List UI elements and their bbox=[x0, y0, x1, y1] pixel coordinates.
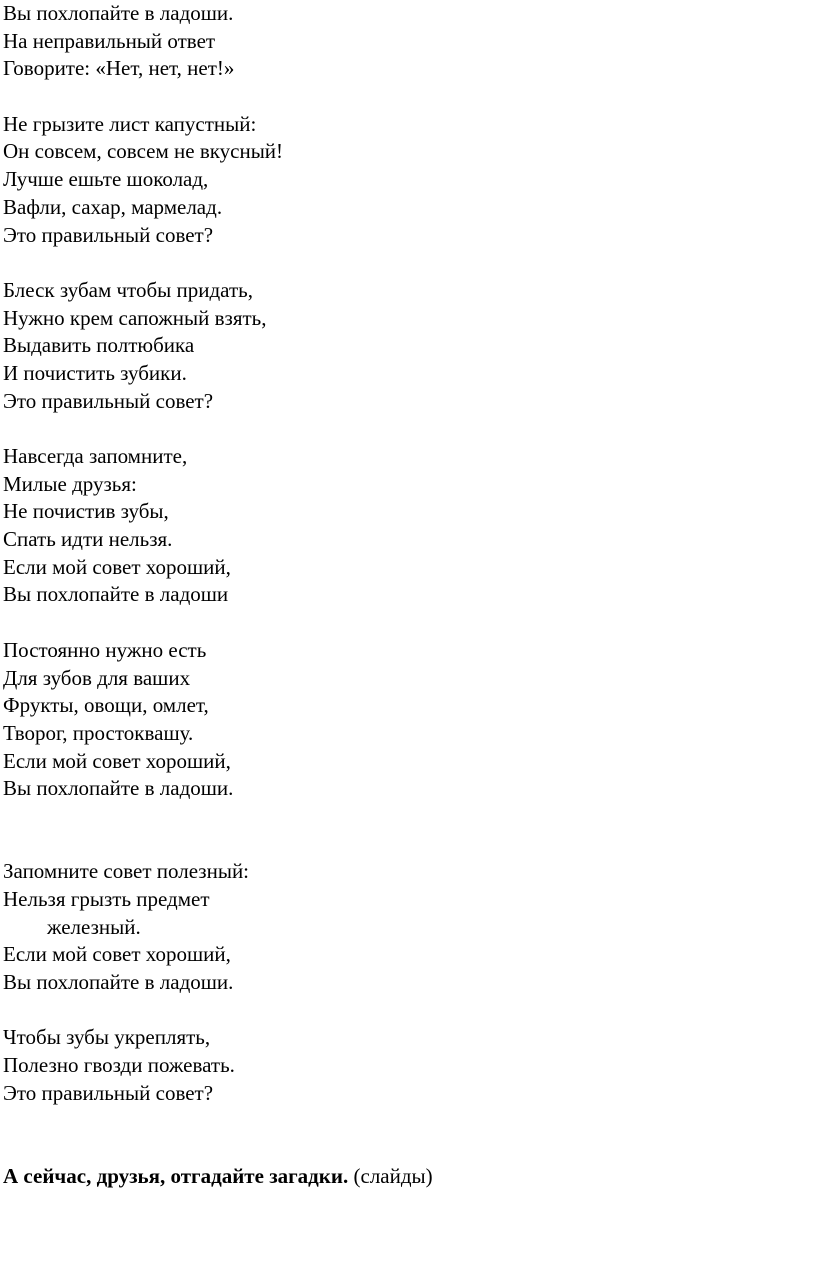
stanza-5 bbox=[3, 637, 803, 803]
poem-line: Постоянно нужно есть bbox=[3, 637, 207, 662]
poem-line: Если мой совет хороший, bbox=[3, 554, 231, 579]
poem-line: Вы похлопайте в ладоши. bbox=[3, 1, 234, 25]
poem-line: Блеск зубам чтобы придать, bbox=[3, 277, 253, 302]
poem-line: Выдавить полтюбика bbox=[3, 333, 195, 358]
stanza-4 bbox=[3, 443, 803, 609]
stanza-2 bbox=[3, 111, 803, 249]
stanza-gap bbox=[3, 1108, 803, 1163]
poem-line: Если мой совет хороший, bbox=[3, 942, 231, 967]
poem-line: Творог, простоквашу. bbox=[3, 720, 194, 745]
poem-line: Если мой совет хороший, bbox=[3, 748, 231, 773]
stanza-gap bbox=[3, 83, 803, 111]
poem-line: Милые друзья: bbox=[3, 471, 137, 496]
poem-line: Вы похлопайте в ладоши bbox=[3, 582, 229, 607]
poem-line: Полезно гвозди пожевать. bbox=[3, 1053, 235, 1078]
poem-line: Вафли, сахар, мармелад. bbox=[3, 194, 223, 219]
poem-line: Вы похлопайте в ладоши. bbox=[3, 776, 234, 801]
closing-bold-text: А сейчас, друзья, отгадайте загадки. bbox=[3, 1163, 349, 1188]
stanza-gap bbox=[3, 803, 803, 858]
poem-line: Чтобы зубы укреплять, bbox=[3, 1025, 211, 1050]
poem-line: Навсегда запомните, bbox=[3, 444, 188, 468]
poem-line: Нельзя грызть предмет bbox=[3, 887, 210, 912]
stanza-gap bbox=[3, 415, 803, 443]
poem-line: Для зубов для ваших bbox=[3, 665, 191, 690]
poem-line: На неправильный ответ bbox=[3, 28, 216, 53]
poem-line: Нужно крем сапожный взять, bbox=[3, 305, 267, 330]
poem-line: Лучше ешьте шоколад, bbox=[3, 167, 209, 192]
closing-paragraph bbox=[3, 1163, 803, 1191]
poem-line: Не грызите лист капустный: bbox=[3, 111, 257, 136]
poem-line: Запомните совет полезный: bbox=[3, 859, 250, 884]
poem-line: И почистить зубики. bbox=[3, 360, 187, 385]
closing-normal-text: (слайды) bbox=[348, 1163, 433, 1188]
poem-line: Фрукты, овощи, омлет, bbox=[3, 693, 209, 718]
poem-line: Спать идти нельзя. bbox=[3, 527, 173, 552]
stanza-1 bbox=[3, 0, 803, 83]
stanza-7 bbox=[3, 1024, 803, 1107]
poem-line: Говорите: «Нет, нет, нет!» bbox=[3, 56, 235, 81]
stanza-gap bbox=[3, 997, 803, 1025]
poem-line: Он совсем, совсем не вкусный! bbox=[3, 139, 284, 164]
stanza-gap bbox=[3, 249, 803, 277]
poem-line: Не почистив зубы, bbox=[3, 499, 169, 524]
poem-line: Это правильный совет? bbox=[3, 1080, 214, 1105]
stanza-3 bbox=[3, 277, 803, 415]
document-page bbox=[3, 0, 803, 1191]
poem-line: Это правильный совет? bbox=[3, 222, 214, 247]
stanza-6 bbox=[3, 858, 803, 996]
stanza-gap bbox=[3, 609, 803, 637]
poem-line: Вы похлопайте в ладоши. bbox=[3, 970, 234, 995]
poem-line: железный. bbox=[47, 914, 141, 939]
poem-line: Это правильный совет? bbox=[3, 388, 214, 413]
